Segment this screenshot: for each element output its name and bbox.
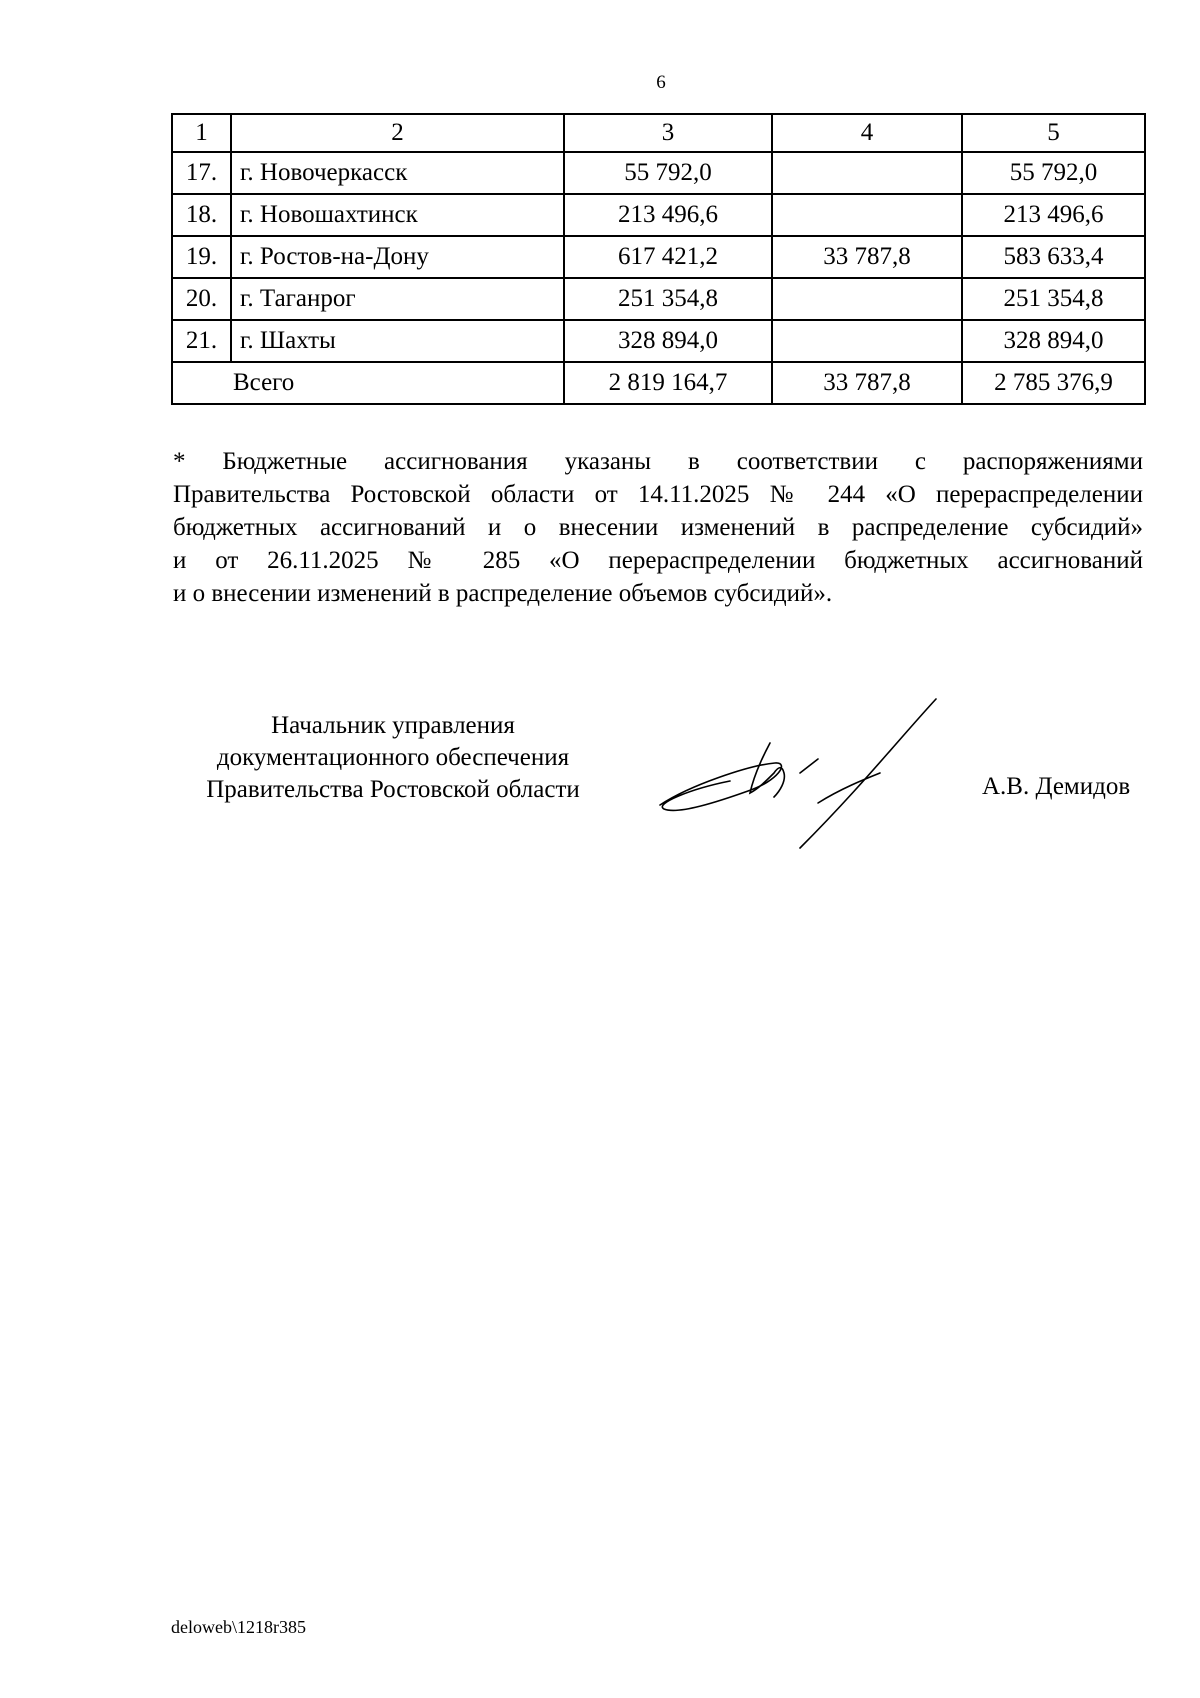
header-cell: 5 [962,114,1145,152]
signer-title-line: документационного обеспечения [216,744,570,771]
value-col4 [772,320,962,362]
header-cell: 2 [231,114,564,152]
footnote [173,445,1143,610]
handwritten-signature [650,693,940,853]
table-row [172,320,1145,362]
value-col5: 328 894,0 [962,320,1145,362]
municipality-name: г. Ростов-на-Дону [231,236,564,278]
page-number: 6 [656,72,666,93]
total-label: Всего [172,362,564,404]
table-header-row [172,114,1145,152]
table-row [172,236,1145,278]
value-col4: 33 787,8 [772,236,962,278]
row-number: 21. [172,320,231,362]
table-row [172,152,1145,194]
total-col3: 2 819 164,7 [564,362,772,404]
value-col3: 617 421,2 [564,236,772,278]
footnote-line: Правительства Ростовской области от 14.11.2025 № 244 «О перераспределении [173,481,1143,508]
value-col4 [772,194,962,236]
table-row [172,194,1145,236]
total-col4: 33 787,8 [772,362,962,404]
value-col3: 251 354,8 [564,278,772,320]
row-number: 18. [172,194,231,236]
municipality-name: г. Новошахтинск [231,194,564,236]
footnote-line: бюджетных ассигнований и о внесении изменений в распределение субсидий» [173,514,1143,541]
total-col5: 2 785 376,9 [962,362,1145,404]
signer-title-line: Начальник управления [271,712,515,739]
header-cell: 1 [172,114,231,152]
value-col5: 55 792,0 [962,152,1145,194]
value-col5: 251 354,8 [962,278,1145,320]
municipality-name: г. Таганрог [231,278,564,320]
row-number: 17. [172,152,231,194]
municipality-name: г. Новочеркасск [231,152,564,194]
value-col3: 328 894,0 [564,320,772,362]
footnote-line: и о внесении изменений в распределение объемов субсидий». [173,580,833,607]
value-col3: 55 792,0 [564,152,772,194]
row-number: 20. [172,278,231,320]
table-total-row [172,362,1145,404]
document-id: deloweb\1218r385 [171,1617,306,1637]
table-row [172,278,1145,320]
budget-table [171,113,1146,405]
value-col5: 213 496,6 [962,194,1145,236]
header-cell: 4 [772,114,962,152]
signer-title-line: Правительства Ростовской области [206,776,580,803]
value-col4 [772,152,962,194]
municipality-name: г. Шахты [231,320,564,362]
header-cell: 3 [564,114,772,152]
signer-name: А.В. Демидов [982,773,1131,800]
footnote-line: * Бюджетные ассигнования указаны в соответствии с распоряжениями [173,448,1143,475]
row-number: 19. [172,236,231,278]
footnote-line: и от 26.11.2025 № 285 «О перераспределении бюджетных ассигнований [173,547,1143,574]
signer-title [173,710,613,806]
value-col5: 583 633,4 [962,236,1145,278]
value-col4 [772,278,962,320]
value-col3: 213 496,6 [564,194,772,236]
